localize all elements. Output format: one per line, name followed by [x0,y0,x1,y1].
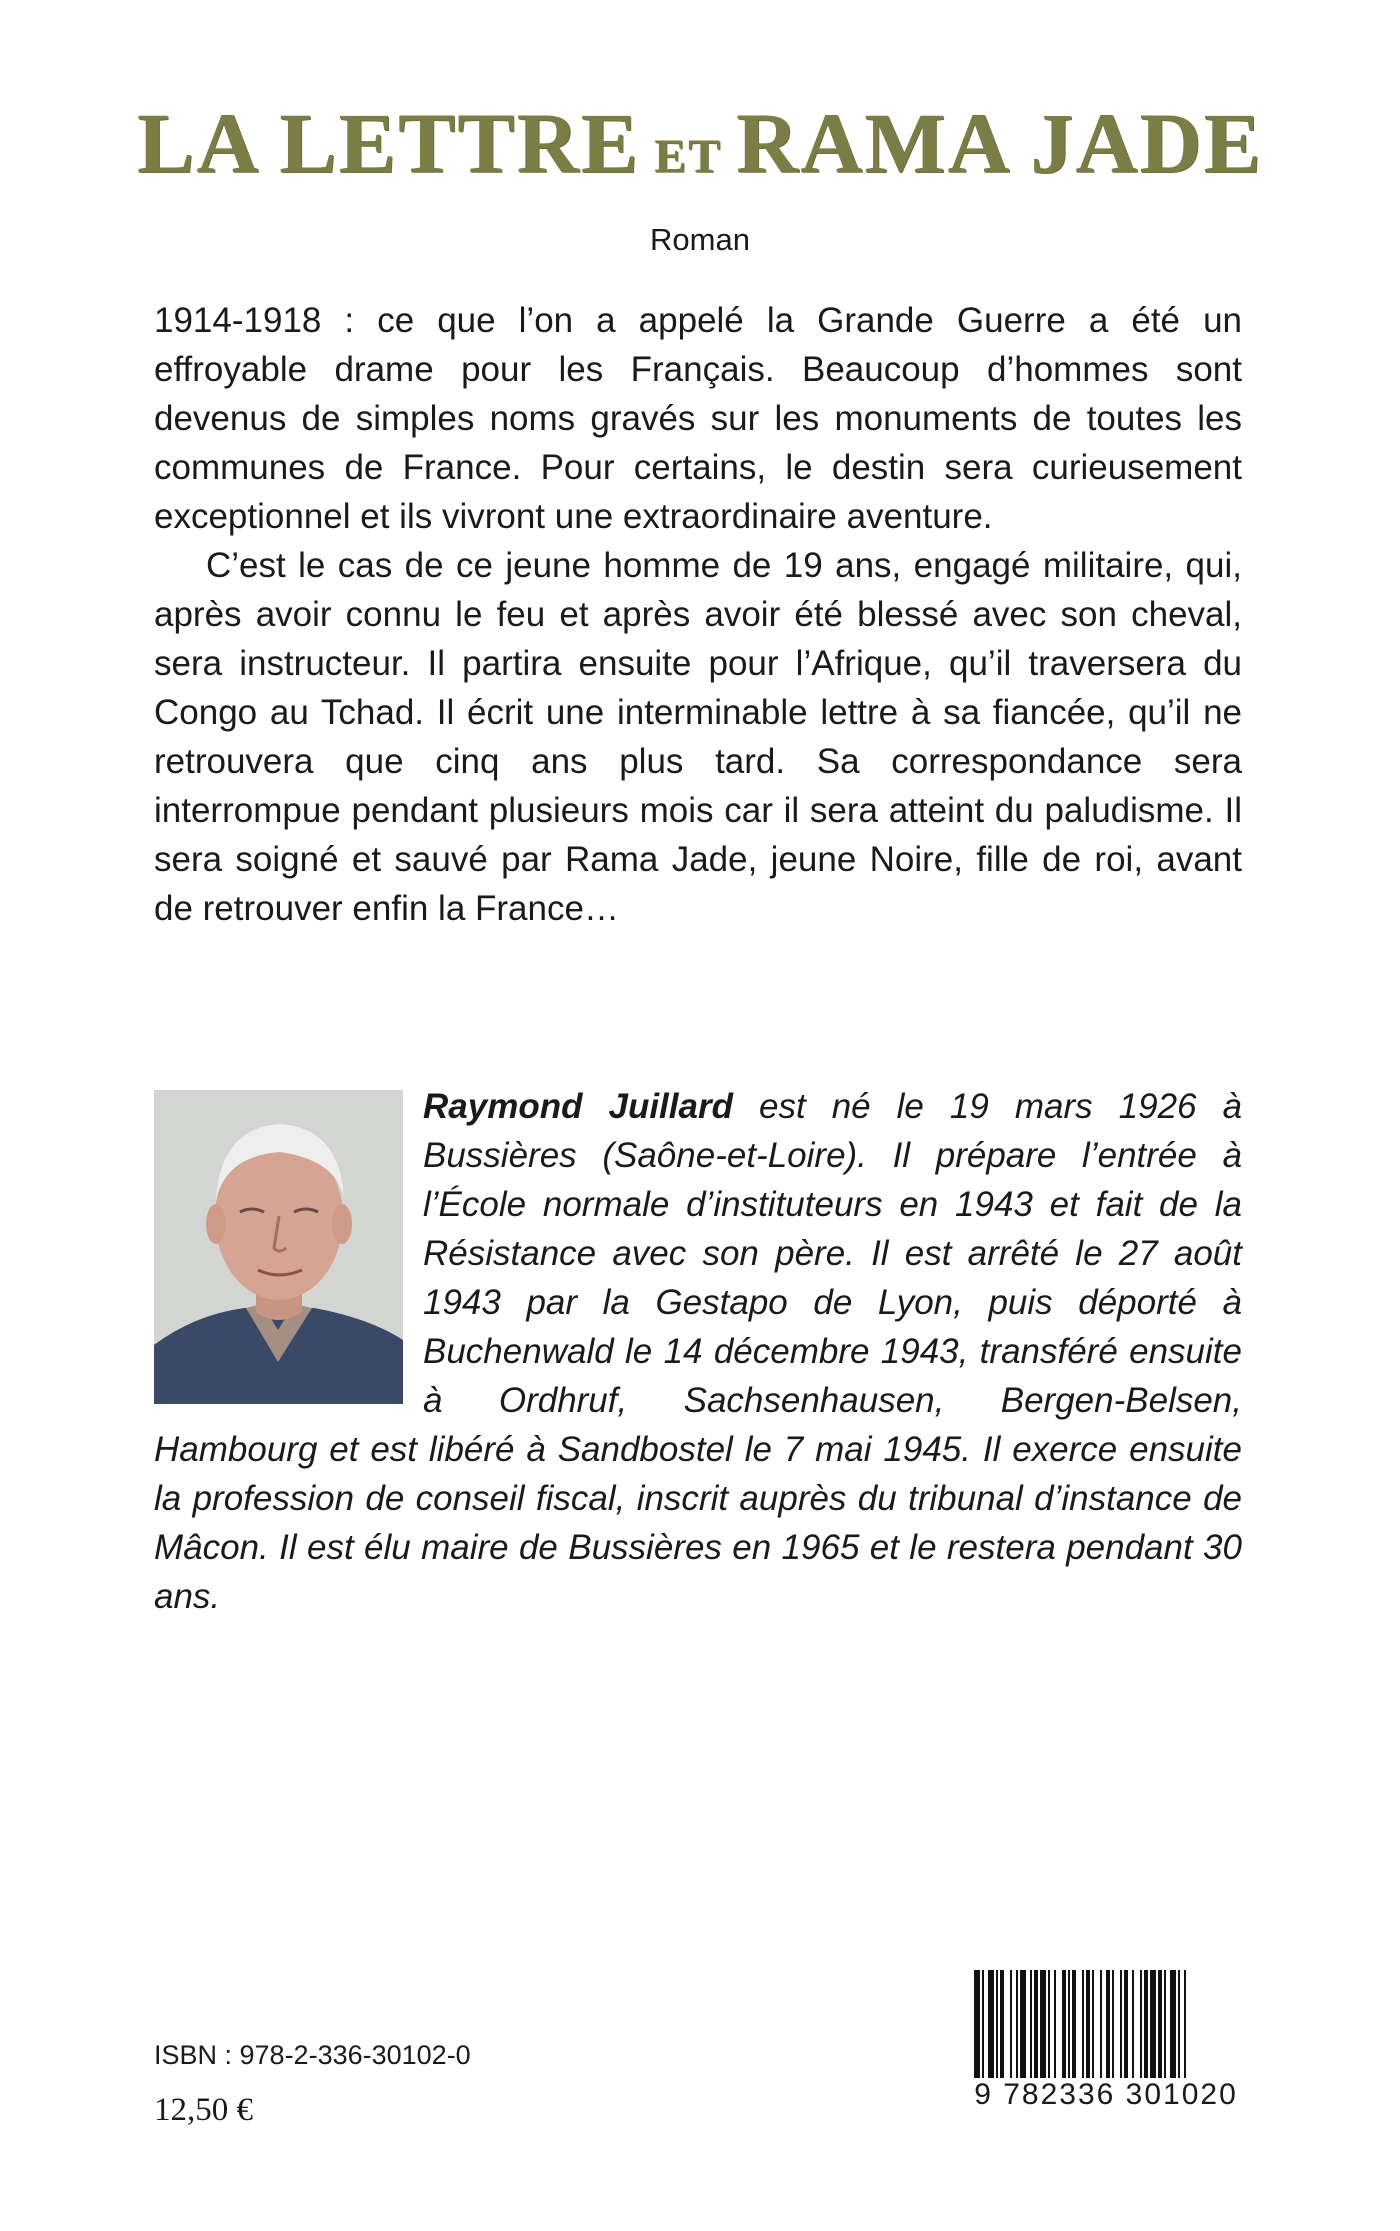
barcode-bar [1100,1970,1102,2078]
barcode-bar [1140,1970,1142,2078]
blurb-paragraph-1: 1914-1918 : ce que l’on a appelé la Grande Guerre a été un effroyable drame pour les Français. Beaucoup d’hommes sont devenus de simples noms gravés sur les monuments de toutes les communes de France. Pour certains, le destin sera curieusement exceptionnel et ils vivront une extraordinaire aventure. [154,301,1242,536]
barcode [966,1970,1246,2130]
barcode-bar [1164,1970,1166,2078]
title-part-2: RAMA JADE [736,95,1263,191]
barcode-bar [1000,1970,1004,2078]
barcode-digits: 9 782336 301020 [966,2078,1246,2112]
genre-label: Roman [650,222,750,257]
barcode-bar [1040,1970,1046,2078]
barcode-bar [1048,1970,1050,2078]
barcode-bar [1086,1970,1090,2078]
barcode-bar [1112,1970,1114,2078]
barcode-bar [974,1970,980,2078]
barcode-bar [1120,1970,1122,2078]
author-bio-text: est né le 19 mars 1926 à Bussières (Saône-et-Loire). Il prépare l’entrée à l’École normale d’instituteurs en 1943 et fait de la Résistance avec son père. Il est arrêté le 27 août 1943 par la Gestapo de Lyon, puis déporté à Buchenwald le 14 décembre 1943, transféré ensuite à Ordhruf, Sachsenhausen, Bergen-Belsen, Hambourg et est libéré à Sandbostel le 7 mai 1945. Il exerce ensuite la profession de conseil fiscal, inscrit auprès du tribunal d’instance de Mâcon. Il est élu maire de Bussières en 1965 et le restera pendant 30 ans. [154,1087,1242,1616]
barcode-bar [1030,1970,1032,2078]
barcode-bar [982,1970,984,2078]
barcode-bar [1132,1970,1134,2078]
barcode-bar [1020,1970,1026,2078]
barcode-bar [1054,1970,1056,2078]
blurb-paragraph-2: C’est le cas de ce jeune homme de 19 ans, engagé militaire, qui, après avoir connu le feu et après avoir été blessé avec son cheval, sera instructeur. Il partira ensuite pour l’Afrique, qu’il traversera du Congo au Tchad. Il écrit une interminable lettre à sa fiancée, qu’il ne retrouvera que cinq ans plus tard. Sa correspondance sera interrompue pendant plusieurs mois car il sera atteint du paludisme. Il sera soigné et sauvé par Rama Jade, jeune Noire, fille de roi, avant de retrouver enfin la France… [154,546,1242,928]
barcode-bar [1016,1970,1018,2078]
barcode-bar [996,1970,998,2078]
book-title [0,95,1400,191]
barcode-bar [1082,1970,1084,2078]
isbn: ISBN : 978-2-336-30102-0 [154,2040,471,2070]
price: 12,50 € [154,2092,253,2128]
title-connector: ET [654,130,723,183]
barcode-bar [1106,1970,1110,2078]
barcode-bar [1150,1970,1156,2078]
barcode-bar [1144,1970,1148,2078]
blurb [154,296,1242,933]
barcode-bar [1092,1970,1094,2078]
author-photo [154,1090,403,1404]
author-name: Raymond Juillard [423,1087,733,1126]
barcode-bar [1062,1970,1066,2078]
barcode-bar [1124,1970,1128,2078]
barcode-bar [1072,1970,1076,2078]
barcode-bar [1158,1970,1162,2078]
barcode-bar [988,1970,994,2078]
barcode-bar [1010,1970,1012,2078]
barcode-bar [1034,1970,1038,2078]
barcode-bar [1170,1970,1176,2078]
title-part-1: LA LETTRE [137,95,641,191]
barcode-bar [1184,1970,1186,2078]
barcode-bar [1178,1970,1180,2078]
barcode-bar [1068,1970,1070,2078]
